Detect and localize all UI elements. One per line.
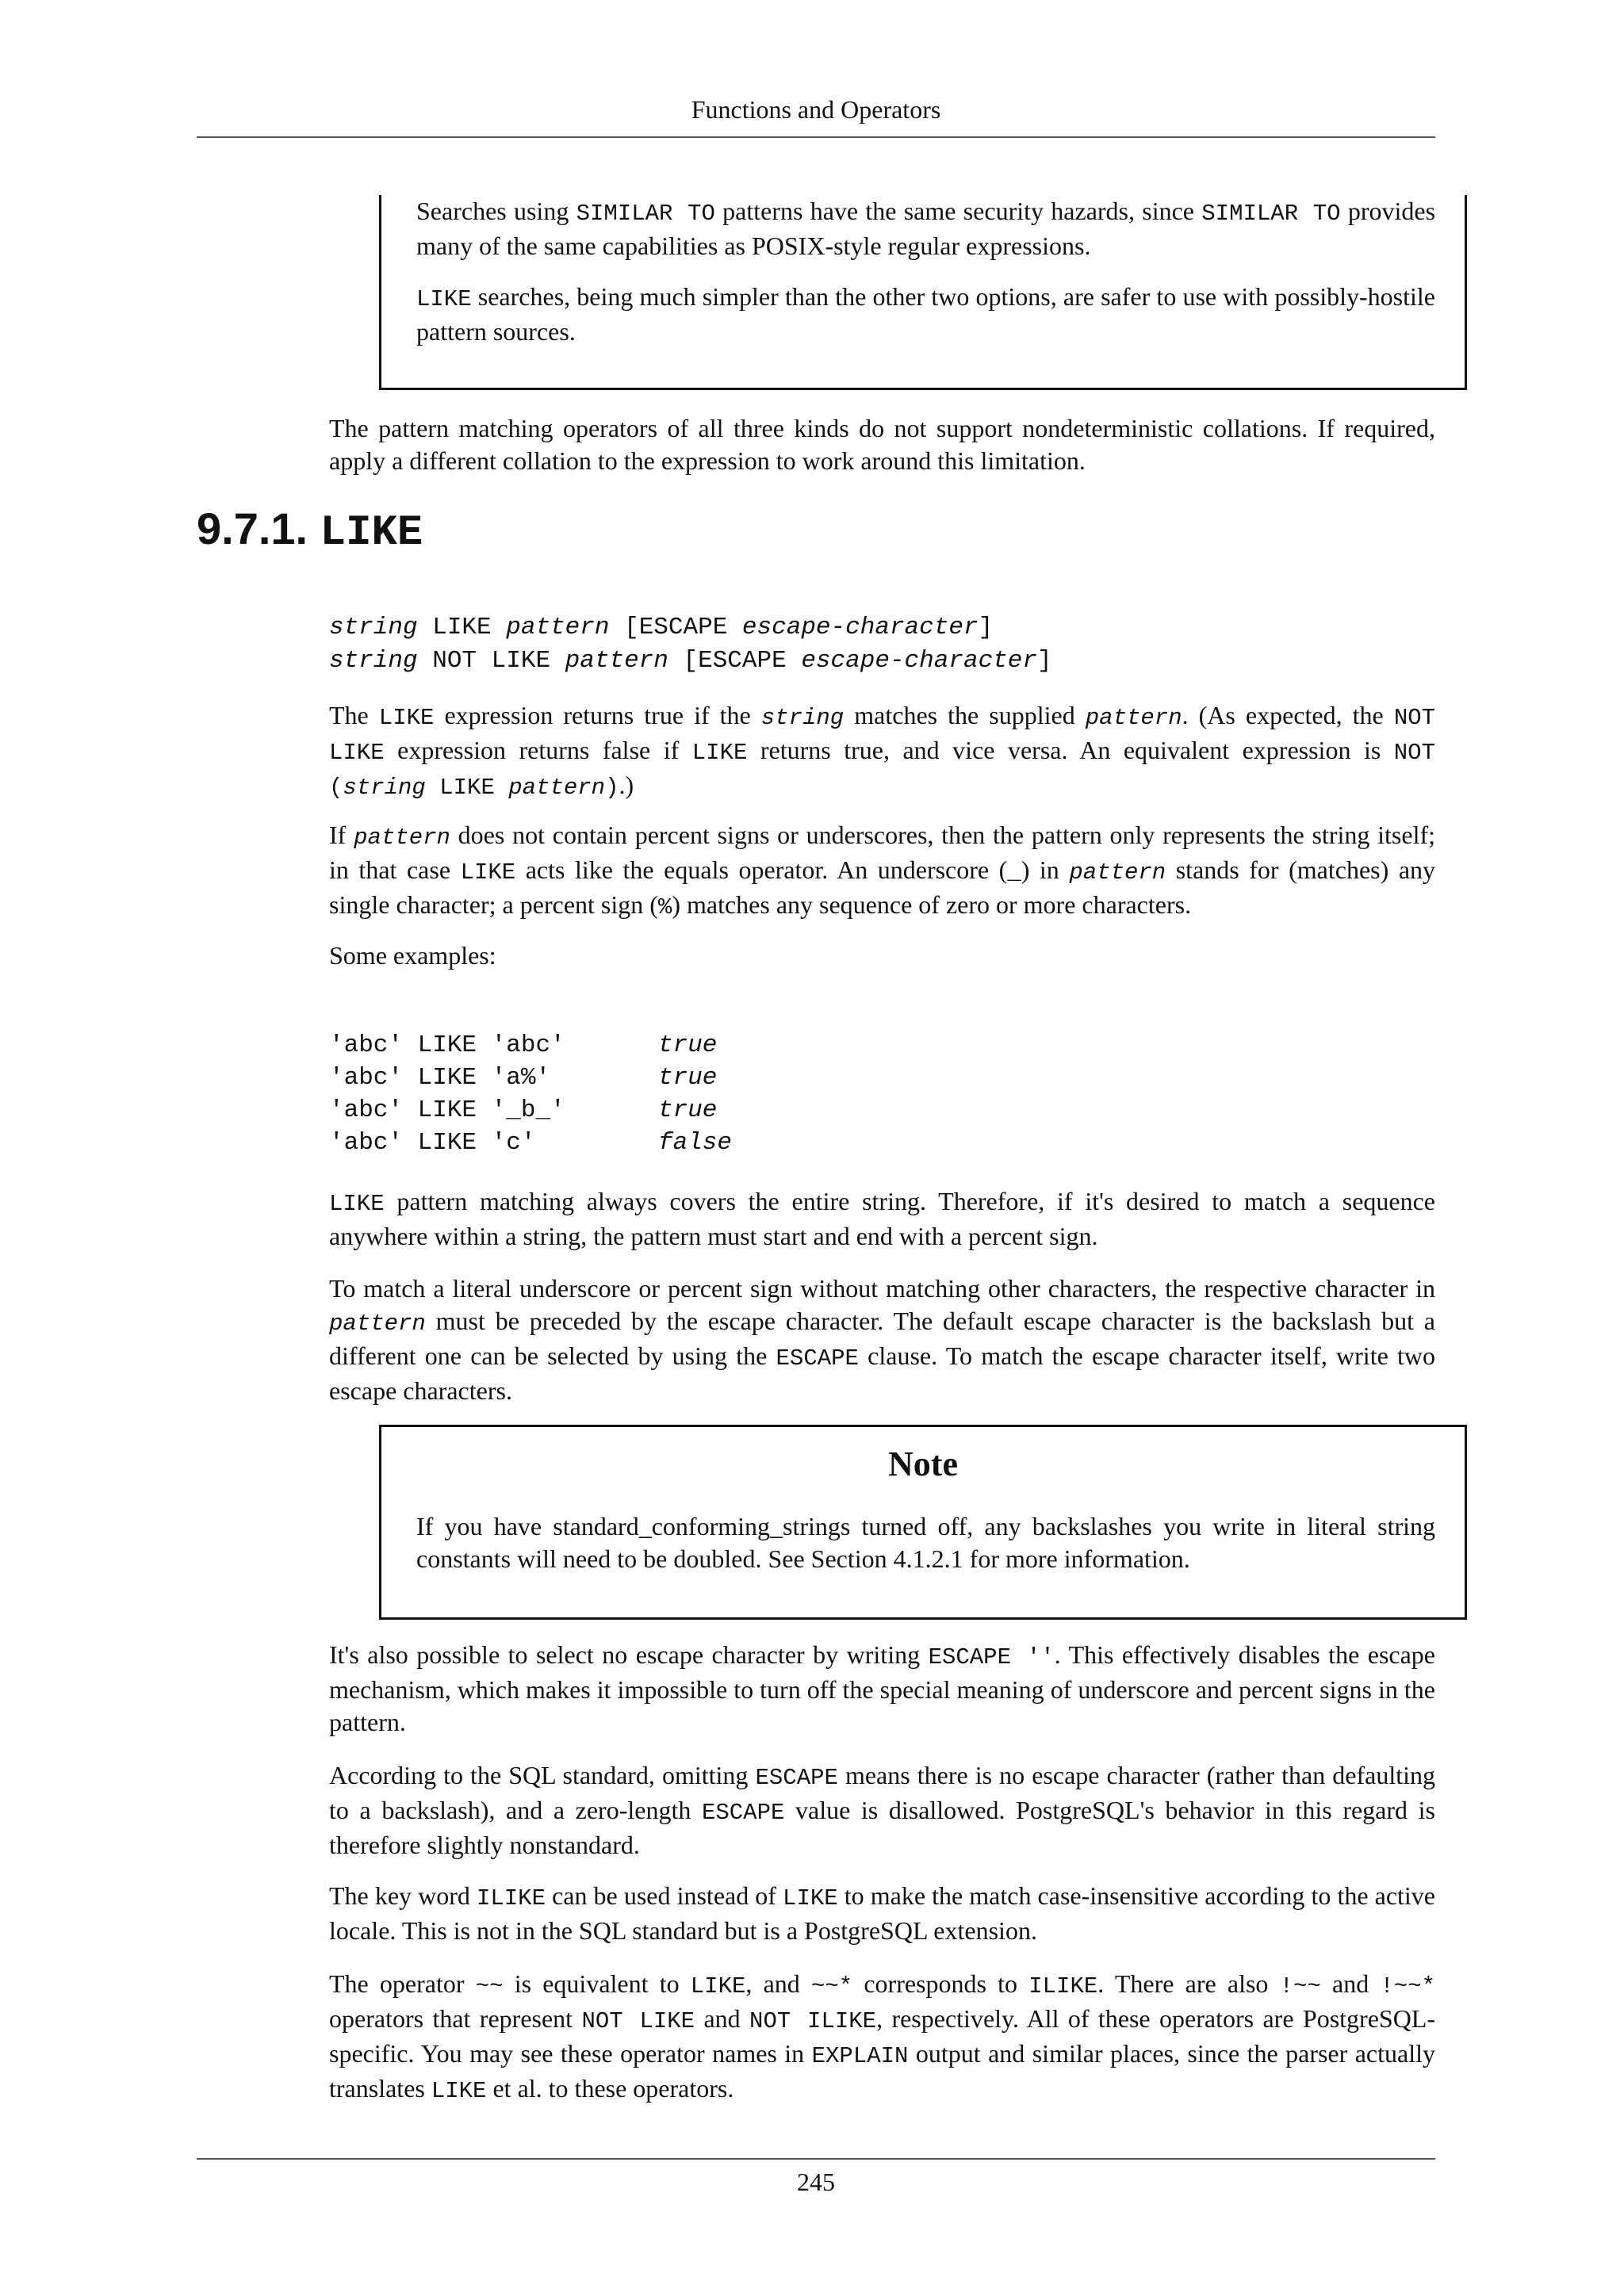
collation-paragraph: The pattern matching operators of all three kinds do not support nondeterministic collations. If required, apply a different collation to the expression to work around this limitation. — [329, 414, 1435, 475]
code: NOT ILIKE — [749, 2008, 877, 2034]
sql-standard-paragraph — [329, 1759, 1435, 1862]
example-row — [329, 1094, 732, 1127]
code: _ — [1007, 859, 1021, 886]
text: value is disallowed. PostgreSQL's behavior in this regard is therefore slightly nonstandard. — [329, 1796, 1435, 1859]
page-number: 245 — [797, 2168, 835, 2196]
note-title: Note — [888, 1445, 958, 1483]
text: The — [329, 701, 379, 729]
text: and — [695, 2004, 750, 2033]
code: ILIKE — [1028, 1973, 1098, 1999]
text: To match a literal underscore or percent sign without matching other characters, the respective character in — [329, 1274, 1435, 1303]
code-similar-to: SIMILAR TO — [1201, 201, 1341, 227]
like-expression-paragraph — [329, 699, 1435, 804]
code: NOT ( — [329, 740, 1435, 801]
example-row — [329, 1029, 732, 1062]
entire-string-paragraph — [329, 1185, 1435, 1253]
text: , and — [745, 1969, 811, 1998]
text: ) matches any sequence of zero or more characters. — [672, 890, 1192, 919]
synopsis-line-like — [329, 611, 993, 645]
code: LIKE — [690, 1973, 746, 1999]
text: It's also possible to select no escape character by writing — [329, 1640, 929, 1669]
code: ILIKE — [476, 1885, 546, 1911]
text: stands for (matches) any single character; a percent sign ( — [329, 855, 1436, 919]
text: and — [1320, 1969, 1381, 1998]
example-expression: 'abc' LIKE 'a%' — [329, 1064, 551, 1092]
kw: ] — [1036, 647, 1052, 675]
code: LIKE — [378, 705, 435, 731]
code: ESCAPE '' — [928, 1644, 1055, 1670]
code: NOT LIKE — [581, 2008, 695, 2034]
text: et al. to these operators. — [486, 2074, 734, 2103]
text: pattern matching always covers the entire string. Therefore, if it's desired to match a sequence anywhere within a string, the pattern must start and end with a percent sign. — [329, 1187, 1435, 1250]
warning-paragraph-similar — [416, 195, 1435, 262]
param-pattern: pattern — [506, 614, 610, 641]
code: ESCAPE — [701, 1800, 785, 1826]
warning-paragraph-like — [416, 281, 1435, 348]
example-result: true — [658, 1096, 718, 1124]
code: !~~* — [1380, 1973, 1436, 1999]
example-result: true — [658, 1064, 718, 1092]
code: LIKE — [425, 775, 509, 801]
pattern-paragraph — [329, 819, 1435, 924]
kw: [ESCAPE — [609, 614, 742, 641]
text: . There are also — [1097, 1969, 1280, 1998]
warning-box — [379, 195, 1467, 390]
code: ) — [605, 775, 619, 801]
text: clause. To match the escape character itself, write two escape characters. — [329, 1341, 1436, 1405]
literal-escape-paragraph — [329, 1272, 1435, 1407]
text: . (As expected, the — [1182, 701, 1394, 729]
param-string: string — [329, 614, 418, 641]
param-pattern: pattern — [565, 647, 668, 675]
code: LIKE — [691, 740, 748, 766]
text: can be used instead of — [545, 1881, 783, 1910]
text: corresponds to — [852, 1969, 1029, 1998]
examples-table — [329, 1029, 732, 1159]
code-like: LIKE — [416, 286, 472, 312]
code: LIKE — [431, 2078, 487, 2104]
kw: NOT LIKE — [417, 647, 565, 675]
example-expression: 'abc' LIKE 'c' — [329, 1129, 536, 1157]
param-string: string — [329, 647, 418, 675]
text: The key word — [329, 1881, 477, 1910]
code-similar-to: SIMILAR TO — [576, 201, 715, 227]
code: !~~ — [1279, 1973, 1321, 1999]
code: ~~ — [475, 1973, 504, 1999]
kw: [ESCAPE — [668, 647, 802, 675]
text: According to the SQL standard, omitting — [329, 1761, 756, 1789]
examples-intro: Some examples: — [329, 941, 496, 970]
section-heading — [197, 502, 423, 561]
section-number: 9.7.1. — [197, 503, 308, 553]
text: to make the match case-insensitive according to the active locale. This is not in the SQL standard but is a PostgreSQL extension. — [329, 1881, 1436, 1945]
operators-paragraph — [329, 1968, 1435, 2107]
code-param: string — [760, 705, 845, 731]
example-row — [329, 1127, 732, 1159]
code: LIKE — [783, 1885, 838, 1911]
synopsis-line-not-like — [329, 645, 1052, 678]
text: returns true, and vice versa. An equivalent expression is — [747, 736, 1394, 764]
text: , respectively. All of these operators are PostgreSQL-specific. You may see these operator names in — [329, 2004, 1436, 2068]
code: LIKE — [460, 859, 516, 886]
text: expression returns true if the — [434, 701, 761, 729]
note-box — [379, 1425, 1467, 1620]
text: Searches using — [416, 197, 576, 225]
footer-rule — [197, 2158, 1435, 2160]
text: searches, being much simpler than the other two options, are safer to use with possibly-hostile pattern sources. — [416, 282, 1435, 346]
text: matches the supplied — [844, 701, 1086, 729]
code: LIKE — [329, 1191, 385, 1217]
code-param: pattern — [1085, 705, 1182, 731]
code: ~~* — [810, 1973, 853, 1999]
text: is equivalent to — [503, 1969, 691, 1998]
example-result: false — [658, 1129, 733, 1157]
header-rule — [197, 136, 1435, 138]
example-row — [329, 1062, 732, 1094]
code-param: pattern — [329, 1311, 426, 1337]
text: If — [329, 821, 354, 849]
code: ESCAPE — [755, 1765, 838, 1791]
code-param: string — [343, 775, 426, 801]
running-header: Functions and Operators — [691, 95, 941, 124]
code: % — [657, 894, 672, 920]
text: provides many of the same capabilities as POSIX-style regular expressions. — [416, 197, 1436, 260]
ilike-paragraph — [329, 1880, 1435, 1947]
param-escape: escape-character — [741, 614, 979, 641]
text: does not contain percent signs or underscores, then the pattern only represents the string itself; in that case — [329, 821, 1436, 884]
code-param: pattern — [508, 775, 606, 801]
text: operators that represent — [329, 2004, 582, 2033]
example-result: true — [658, 1031, 718, 1059]
code-param: pattern — [1069, 859, 1166, 886]
text: . This effectively disables the escape mechanism, which makes it impossible to turn off the special meaning of underscore and percent signs in the pattern. — [329, 1640, 1436, 1736]
text: output and similar places, since the parser actually translates — [329, 2039, 1436, 2103]
section-title: LIKE — [320, 509, 423, 557]
code: NOT LIKE — [329, 705, 1436, 766]
code: EXPLAIN — [811, 2043, 909, 2069]
text: The operator — [329, 1969, 476, 1998]
example-expression: 'abc' LIKE '_b_' — [329, 1096, 565, 1124]
param-escape: escape-character — [801, 647, 1037, 675]
kw: LIKE — [417, 614, 507, 641]
example-expression: 'abc' LIKE 'abc' — [329, 1031, 565, 1059]
code: ESCAPE — [776, 1345, 859, 1372]
note-body: If you have standard_conforming_strings turned off, any backslashes you write in literal string constants will need to be doubled. See Section 4.1.2.1 for more information. — [416, 1512, 1435, 1573]
text: must be preceded by the escape character. The default escape character is the backslash but a different one can be selected by using the — [329, 1307, 1435, 1370]
text: ) in — [1021, 855, 1070, 884]
text: means there is no escape character (rather than defaulting to a backslash), and a zero-length — [329, 1761, 1435, 1824]
kw: ] — [978, 614, 994, 641]
text: acts like the equals operator. An underscore ( — [515, 855, 1008, 884]
text: expression returns false if — [384, 736, 692, 764]
text: patterns have the same security hazards, since — [714, 197, 1202, 225]
no-escape-paragraph — [329, 1639, 1435, 1739]
text: .) — [619, 771, 634, 799]
code-param: pattern — [354, 825, 450, 851]
